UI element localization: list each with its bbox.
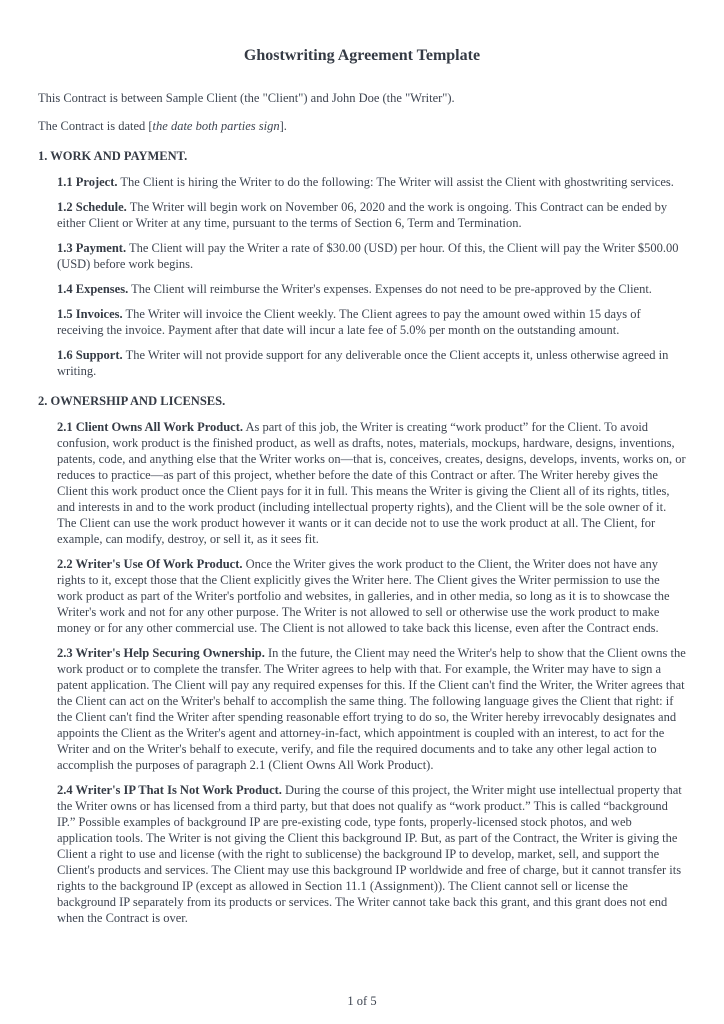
clause-2-2-writers-use-of-work-product xyxy=(57,556,686,636)
dated-suffix: ]. xyxy=(279,119,287,133)
clause-label: 1.6 Support. xyxy=(57,348,123,362)
clause-label: 2.3 Writer's Help Securing Ownership. xyxy=(57,646,265,660)
clause-1-4-expenses xyxy=(57,281,686,297)
dated-prefix: The Contract is dated [ xyxy=(38,119,153,133)
clause-1-6-support xyxy=(57,347,686,379)
clause-1-1-project xyxy=(57,174,686,190)
section-heading-work-and-payment: 1. WORK AND PAYMENT. xyxy=(38,149,188,163)
clause-text: The Writer will invoice the Client weekly. The Client agrees to pay the amount owed within 15 days of receiving the invoice. Payment after that date will incur a late fee of 5.0% per month on the outstanding amount. xyxy=(57,307,641,337)
clause-2-1-client-owns-all-work-product xyxy=(57,419,686,547)
clause-label: 2.2 Writer's Use Of Work Product. xyxy=(57,557,243,571)
clause-1-3-payment xyxy=(57,240,686,272)
dated-placeholder: the date both parties sign xyxy=(152,119,280,133)
clause-2-3-writers-help-securing-ownership xyxy=(57,645,686,773)
clause-1-5-invoices xyxy=(57,306,686,338)
clause-text: During the course of this project, the Writer might use intellectual property that the Writer owns or has licensed from a third party, but that does not qualify as “work product.” This is called “background IP.” Possible examples of background IP are pre-existing code, type fonts, properly-licensed stock photos, and web application tools. The Writer is not giving the Client this background IP. But, as part of the Contract, the Writer is giving the Client a right to use and license (with the right to sublicense) the background IP to develop, market, sell, and support the Client's products and services. The Client may use this background IP worldwide and free of charge, but it cannot transfer its rights to the background IP (except as allowed in Section 11.1 (Assignment)). The Client cannot sell or license the background IP separately from its products or services. The Writer cannot take back this grant, and this grant does not end when the Contract is over. xyxy=(57,783,682,925)
clause-text: The Writer will begin work on November 06, 2020 and the work is ongoing. This Contract can be ended by either Client or Writer at any time, pursuant to the terms of Section 6, Term and Termination. xyxy=(57,200,668,230)
clause-label: 2.4 Writer's IP That Is Not Work Product. xyxy=(57,783,282,797)
clause-text: Once the Writer gives the work product to the Client, the Writer does not have any rights to it, except those that the Client explicitly gives the Writer here. The Client gives the Writer permission to use the work product as part of the Writer's portfolio and websites, in galleries, and in other media, so long as it is to showcase the Writer's work and not for any other purpose. The Writer is not allowed to sell or otherwise use the work product to make money or for any other commercial use. The Client is not allowed to take back this license, even after the Contract ends. xyxy=(57,557,670,635)
clause-text: The Client is hiring the Writer to do the following: The Writer will assist the Client with ghostwriting services. xyxy=(120,175,674,189)
clause-text: The Client will pay the Writer a rate of $30.00 (USD) per hour. Of this, the Client will pay the Writer $500.00 (USD) before work begins. xyxy=(57,241,679,271)
clause-label: 1.2 Schedule. xyxy=(57,200,127,214)
clause-label: 1.1 Project. xyxy=(57,175,118,189)
clause-label: 1.5 Invoices. xyxy=(57,307,123,321)
clause-text: As part of this job, the Writer is creating “work product” for the Client. To avoid confusion, work product is the finished product, as well as drafts, notes, materials, mockups, hardware, designs, inventions, patents, code, and anything else that the Writer works on—that is, conceives, creates, designs, develops, invents, works on, or reduces to practice—as part of this project, whether before the date of this Contract or after. The Writer hereby gives the Client this work product once the Client pays for it in full. This means the Writer is giving the Client all of its rights, titles, and interests in and to the work product (including intellectual property rights), and the Client will be the sole owner of it. The Client can use the work product however it wants or it can decide not to use the work product at all. The Client, for example, can modify, destroy, or sell it, as it sees fit. xyxy=(57,420,686,546)
document-title: Ghostwriting Agreement Template xyxy=(243,47,481,64)
section-heading-ownership-and-licenses: 2. OWNERSHIP AND LICENSES. xyxy=(38,394,226,408)
clause-text: The Writer will not provide support for any deliverable once the Client accepts it, unless otherwise agreed in writing. xyxy=(57,348,669,378)
clause-text: In the future, the Client may need the Writer's help to show that the Client owns the work product or to complete the transfer. The Writer agrees to help with that. For example, the Writer may have to sign a patent application. The Client will pay any required expenses for this. If the Client can't find the Writer, the Writer agrees that the Client can act on the Writer's behalf to accomplish the same thing. The following language gives the Client that right: if the Client can't find the Writer after spending reasonable effort trying to do so, the Writer hereby irrevocably designates and appoints the Client as the Writer's agent and attorney-in-fact, which appointment is coupled with an interest, to act for the Writer and on the Writer's behalf to execute, verify, and file the required documents and to take any other legal action to accomplish the purposes of paragraph 2.1 (Client Owns All Work Product). xyxy=(57,646,686,772)
intro-dated-paragraph xyxy=(38,118,686,134)
clause-label: 1.3 Payment. xyxy=(57,241,127,255)
clause-text: The Client will reimburse the Writer's expenses. Expenses do not need to be pre-approved by the Client. xyxy=(131,282,652,296)
clause-label: 1.4 Expenses. xyxy=(57,282,129,296)
page-number: 1 of 5 xyxy=(347,994,377,1008)
clause-label: 2.1 Client Owns All Work Product. xyxy=(57,420,244,434)
clause-1-2-schedule xyxy=(57,199,686,231)
intro-parties-paragraph: This Contract is between Sample Client (the "Client") and John Doe (the "Writer"). xyxy=(38,91,455,105)
clause-2-4-writers-ip-not-work-product xyxy=(57,782,686,926)
